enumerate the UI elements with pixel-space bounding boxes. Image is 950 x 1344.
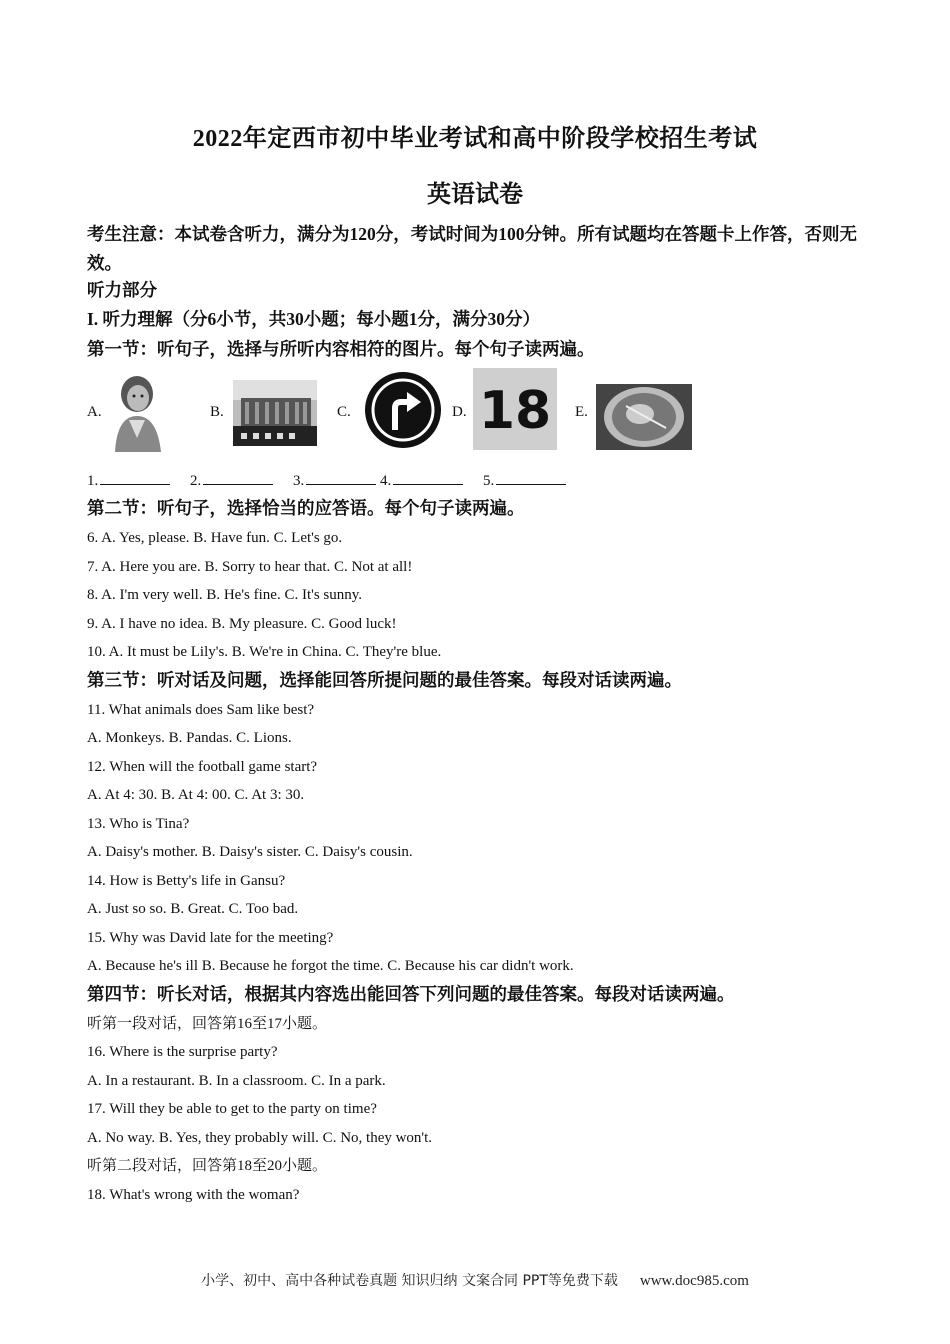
- question-line: 8. A. I'm very well. B. He's fine. C. It's sunny.: [87, 587, 363, 603]
- option-label-e: E.: [575, 404, 588, 420]
- blank-label: 1.: [87, 473, 99, 489]
- answer-options: A. No way. B. Yes, they probably will. C. No, they won't.: [87, 1130, 433, 1146]
- s3-title: 第三节：听对话及问题，选择能回答所提问题的最佳答案。每段对话读两遍。: [87, 670, 682, 690]
- question-line: 11. What animals does Sam like best?: [87, 702, 315, 718]
- page-subtitle: 英语试卷: [427, 182, 523, 208]
- question-line: 12. When will the football game start?: [87, 759, 318, 775]
- part-heading: 听力部分: [87, 280, 157, 300]
- answer-options: A. Daisy's mother. B. Daisy's sister. C. Daisy's cousin.: [87, 844, 413, 860]
- blank-label: 4.: [380, 473, 392, 489]
- question-line: 16. Where is the surprise party?: [87, 1044, 278, 1060]
- footer-url[interactable]: www.doc985.com: [639, 1273, 749, 1289]
- picture-number: 18: [478, 381, 552, 441]
- answer-options: A. Just so so. B. Great. C. Too bad.: [87, 901, 299, 917]
- option-label-d: D.: [452, 404, 467, 420]
- blank-line[interactable]: [496, 470, 566, 485]
- answer-options: A. In a restaurant. B. In a classroom. C. In a park.: [87, 1073, 386, 1089]
- answer-options: A. Because he's ill B. Because he forgot the time. C. Because his car didn't work.: [87, 958, 574, 974]
- instruction-line: 听第二段对话，回答第18至20小题。: [87, 1158, 328, 1174]
- blank-line[interactable]: [100, 470, 170, 485]
- answer-options: A. Monkeys. B. Pandas. C. Lions.: [87, 730, 292, 746]
- blank-line[interactable]: [306, 470, 376, 485]
- option-label-b: B.: [210, 404, 224, 420]
- question-line: 10. A. It must be Lily's. B. We're in China. C. They're blue.: [87, 644, 442, 660]
- blank-label: 3.: [293, 473, 305, 489]
- option-label-a: A.: [87, 404, 102, 420]
- blank-label: 5.: [483, 473, 495, 489]
- exam-notice: 考生注意：本试卷含听力，满分为120分，考试时间为100分钟。所有试题均在答题卡上作答，否则无效。: [87, 224, 857, 273]
- question-line: 17. Will they be able to get to the party on time?: [87, 1101, 377, 1117]
- question-line: 18. What's wrong with the woman?: [87, 1187, 300, 1203]
- question-line: 6. A. Yes, please. B. Have fun. C. Let's go.: [87, 530, 343, 546]
- food-bowl-picture: [596, 384, 692, 450]
- question-line: 7. A. Here you are. B. Sorry to hear that. C. Not at all!: [87, 559, 413, 575]
- blank-line[interactable]: [203, 470, 273, 485]
- s1-title: 第一节：听句子，选择与所听内容相符的图片。每个句子读两遍。: [87, 339, 595, 359]
- answer-blanks: [87, 470, 566, 491]
- page-footer: [0, 1270, 950, 1290]
- page-title: 2022年定西市初中毕业考试和高中阶段学校招生考试: [192, 126, 758, 152]
- s4-title: 第四节：听长对话，根据其内容选出能回答下列问题的最佳答案。每段对话读两遍。: [87, 984, 735, 1004]
- question-line: 14. How is Betty's life in Gansu?: [87, 873, 286, 889]
- instruction-line: 听第一段对话，回答第16至17小题。: [87, 1016, 328, 1032]
- number-18-picture: [473, 368, 557, 450]
- blank-label: 2.: [190, 473, 202, 489]
- teacher-picture: [109, 372, 165, 452]
- footer-text: 小学、初中、高中各种试卷真题 知识归纳 文案合同 PPT等免费下载: [201, 1273, 618, 1289]
- question-line: 15. Why was David late for the meeting?: [87, 930, 334, 946]
- question-line: 13. Who is Tina?: [87, 816, 190, 832]
- s2-title: 第二节：听句子，选择恰当的应答语。每个句子读两遍。: [87, 498, 525, 518]
- section-heading: I. 听力理解（分6小节，共30小题；每小题1分，满分30分）: [87, 309, 541, 329]
- building-picture: [233, 380, 317, 446]
- answer-options: A. At 4: 30. B. At 4: 00. C. At 3: 30.: [87, 787, 305, 803]
- option-label-c: C.: [337, 404, 351, 420]
- question-line: 9. A. I have no idea. B. My pleasure. C. Good luck!: [87, 616, 397, 632]
- blank-line[interactable]: [393, 470, 463, 485]
- turn-right-sign-icon: [363, 370, 443, 450]
